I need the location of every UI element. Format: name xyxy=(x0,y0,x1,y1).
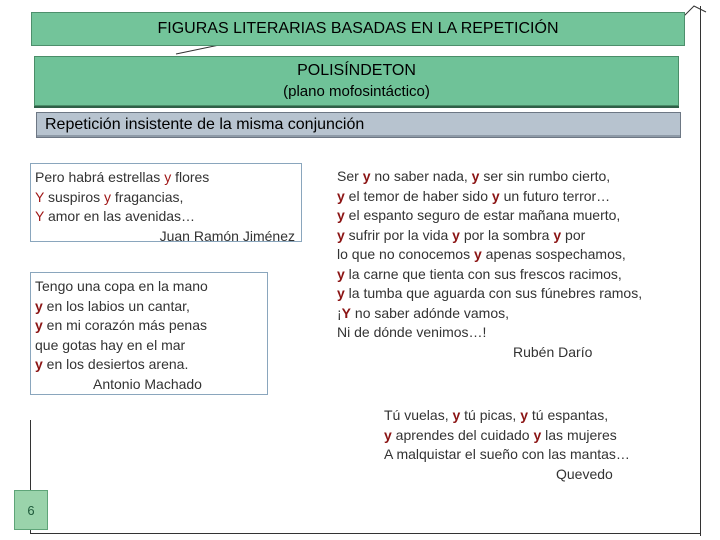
verse-text: lo que no conocemos xyxy=(337,246,474,262)
repeated-conjunction: y xyxy=(35,297,43,314)
poem-lines xyxy=(384,406,676,465)
poem-author: Antonio Machado xyxy=(93,375,202,392)
verse-text: sufrir por la vida xyxy=(344,226,453,243)
verse-text: por la sombra xyxy=(459,226,554,243)
poem-line xyxy=(35,336,263,356)
repeated-conjunction: y xyxy=(164,169,172,185)
repeated-conjunction: y xyxy=(491,187,500,204)
verse-text: no saber nada, xyxy=(370,168,472,184)
poem-line xyxy=(35,297,263,317)
verse-text: la carne que tienta con sus frescos racimos, xyxy=(344,265,622,282)
poem-line xyxy=(35,188,297,208)
poem-author: Juan Ramón Jiménez xyxy=(159,227,295,244)
verse-text: fragancias, xyxy=(111,188,184,205)
poem-line xyxy=(337,284,685,304)
repeated-conjunction: y xyxy=(35,356,43,372)
repeated-conjunction: y xyxy=(337,187,345,204)
repeated-conjunction: Y xyxy=(35,188,45,205)
repeated-conjunction: y xyxy=(452,407,461,423)
verse-text: suspiros xyxy=(44,188,105,205)
verse-text: que gotas hay en el mar xyxy=(35,336,186,353)
poem-line xyxy=(337,265,685,285)
verse-text: tú espantas, xyxy=(528,407,609,423)
page-title: FIGURAS LITERARIAS BASADAS EN LA REPETICIÓN xyxy=(31,12,685,46)
verse-text: por xyxy=(561,226,586,243)
repeated-conjunction: y xyxy=(104,188,112,205)
verse-text: en los desiertos arena. xyxy=(42,356,189,372)
poem-line xyxy=(35,168,297,188)
verse-text: Pero habrá estrellas xyxy=(35,169,165,185)
poem-line xyxy=(337,226,685,246)
poem-line xyxy=(337,304,685,324)
poem-line xyxy=(384,426,676,446)
verse-text: en mi corazón más penas xyxy=(42,317,207,333)
subtitle-box xyxy=(34,56,679,106)
poem-lines xyxy=(35,168,297,227)
verse-text: tú picas, xyxy=(460,407,521,423)
poem-line xyxy=(35,316,263,336)
verse-text: la tumba que aguarda con sus fúnebres ramos, xyxy=(344,285,643,301)
verse-text: A malquistar el sueño con las mantas… xyxy=(384,446,630,462)
poem-line xyxy=(337,167,685,187)
poem-quevedo xyxy=(380,402,680,484)
repeated-conjunction: y xyxy=(337,285,345,301)
poem-author: Quevedo xyxy=(556,465,613,482)
poem-machado xyxy=(30,272,268,395)
poem-jimenez xyxy=(30,163,302,242)
poem-line xyxy=(35,207,297,227)
verse-text: Tengo una copa en la mano xyxy=(35,278,208,294)
verse-text: el temor de haber sido xyxy=(344,187,492,204)
definition-box xyxy=(36,112,681,138)
verse-text: Ser xyxy=(337,168,363,184)
definition-text: Repetición insistente de la misma conjunción xyxy=(45,116,365,133)
repeated-conjunction: y xyxy=(533,426,542,443)
poem-line xyxy=(337,323,685,343)
frame-bottom-line xyxy=(30,533,700,534)
repeated-conjunction: y xyxy=(35,317,43,333)
verse-text: un futuro terror… xyxy=(499,187,611,204)
verse-text: el espanto seguro de estar mañana muerto, xyxy=(344,207,621,223)
figure-name: POLISÍNDETON xyxy=(297,62,416,79)
poem-line xyxy=(384,406,676,426)
repeated-conjunction: y xyxy=(452,226,460,243)
verse-text: aprendes del cuidado xyxy=(391,426,534,443)
repeated-conjunction: y xyxy=(337,226,345,243)
verse-text: en los labios un cantar, xyxy=(42,297,190,314)
poem-line xyxy=(35,277,263,297)
frame-right-line xyxy=(700,6,701,536)
poem-lines xyxy=(35,277,263,375)
poem-line xyxy=(337,245,685,265)
poem-line xyxy=(337,206,685,226)
repeated-conjunction: y xyxy=(471,168,480,184)
verse-text: Tú vuelas, xyxy=(384,407,453,423)
verse-text: apenas sospechamos, xyxy=(481,246,626,262)
repeated-conjunction: y xyxy=(553,226,562,243)
verse-text: no saber adónde vamos, xyxy=(351,304,510,321)
poem-author: Rubén Darío xyxy=(513,343,593,360)
repeated-conjunction: y xyxy=(337,207,345,223)
repeated-conjunction: y xyxy=(362,168,371,184)
repeated-conjunction: Y xyxy=(35,208,45,224)
verse-text: ser sin rumbo cierto, xyxy=(479,168,611,184)
verse-text: ¡ xyxy=(337,304,342,321)
repeated-conjunction: y xyxy=(520,407,528,423)
repeated-conjunction: Y xyxy=(341,304,352,321)
poem-line xyxy=(35,355,263,375)
verse-text: flores xyxy=(171,169,210,185)
poem-line xyxy=(384,445,676,465)
page-number: 6 xyxy=(14,490,48,530)
verse-text: Ni de dónde venimos…! xyxy=(337,324,487,340)
repeated-conjunction: y xyxy=(473,246,482,262)
repeated-conjunction: y xyxy=(337,265,345,282)
repeated-conjunction: y xyxy=(384,426,392,443)
verse-text: las mujeres xyxy=(541,426,617,443)
verse-text: amor en las avenidas… xyxy=(44,208,196,224)
figure-plane: (plano mofosintáctico) xyxy=(283,83,430,100)
poem-lines xyxy=(337,167,685,343)
poem-dario xyxy=(333,163,689,361)
poem-line xyxy=(337,187,685,207)
